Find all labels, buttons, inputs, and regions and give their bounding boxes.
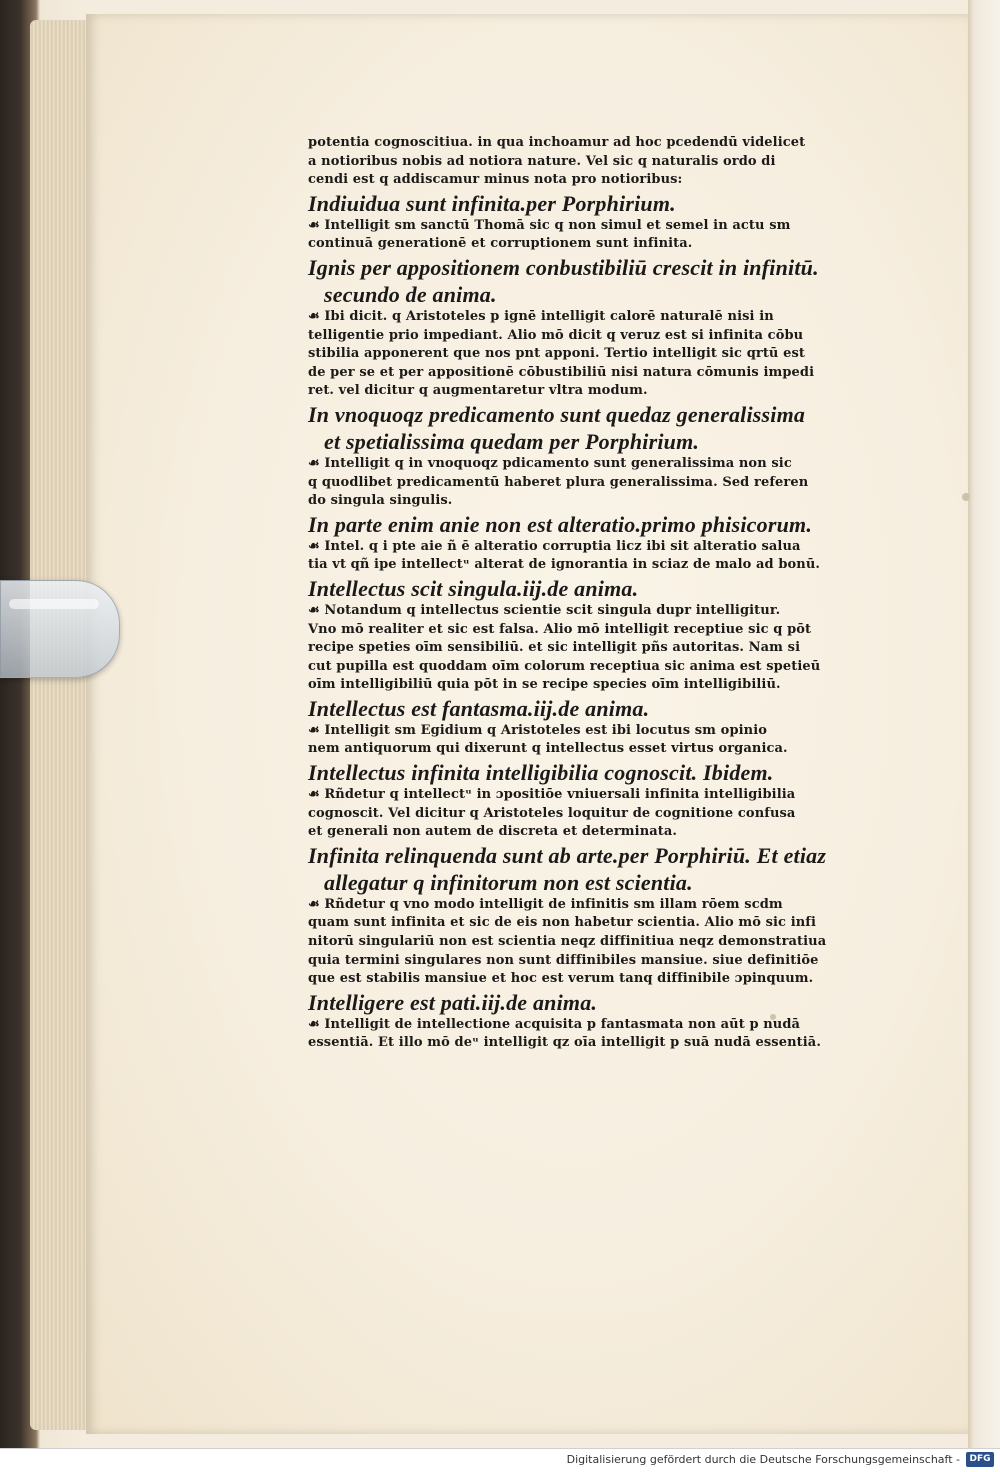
text-line: oīm intelligibiliū quia pōt in se recipe species oīm intelligibiliū.	[308, 677, 781, 693]
text-line: a notioribus nobis ad notiora nature. Vel sic q naturalis ordo di	[308, 153, 776, 169]
text-line: nitorū singulariū non est scientia neqz diffinitiua neqz demonstratiua	[308, 934, 827, 950]
heading-line: secundo de anima.	[324, 281, 497, 307]
text-line: Vno mō realiter et sic est falsa. Alio mō intelligit receptiue sic q pōt	[308, 621, 812, 637]
page-edges	[30, 20, 92, 1430]
text-line: recipe speties oīm sensibiliū. et sic intelligit pñs autoritas. Nam si	[308, 640, 801, 656]
text-line: stibilia apponerent que nos pnt apponi. Tertio intelligit sic qrtū est	[308, 346, 806, 362]
text-line: continuā generationē et corruptionem sunt infinita.	[308, 236, 693, 252]
text-line: ☙ Rñdetur q vno modo intelligit de infinitis sm illam rōem scdm	[308, 896, 783, 912]
heading-line: Intelligere est pati.iij.de anima.	[308, 989, 598, 1015]
facing-page-edge	[968, 0, 1000, 1448]
text-line: essentiā. Et illo mō deᵘ intelligit qz oīa intelligit p suā nudā essentiā.	[308, 1035, 821, 1051]
heading-line: Intellectus scit singula.iij.de anima.	[308, 575, 639, 601]
text-line: ☙ Intelligit q in vnoquoqz pdicamento sunt generalissima non sic	[308, 455, 792, 471]
heading-line: Intellectus infinita intelligibilia cognoscit. Ibidem.	[308, 760, 774, 786]
text-line: ☙ Intelligit sm Egidium q Aristoteles est ibi locutus sm opinio	[308, 722, 768, 738]
text-line: et generali non autem de discreta et determinata.	[308, 824, 678, 840]
text-line: tia vt qñ ipe intellectᵘ alterat de ignorantia in sciaz de malo ad bonū.	[308, 557, 821, 573]
paper-hole	[962, 493, 970, 501]
footer-credit: Digitalisierung gefördert durch die Deutsche Forschungsgemeinschaft -	[566, 1453, 960, 1466]
heading-line: allegatur q infinitorum non est scientia.	[324, 869, 693, 895]
text-line: de per se et per appositionē cōbustibiliū nisi natura cōmunis impedi	[308, 364, 815, 380]
heading-line: et spetialissima quedam per Porphirium.	[324, 428, 700, 454]
footer-bar	[0, 1448, 1000, 1472]
heading-line: Ignis per appositionem conbustibiliū crescit in infinitū.	[308, 254, 819, 280]
heading-line: Indiuidua sunt infinita.per Porphirium.	[308, 190, 676, 216]
text-line: cut pupilla est quoddam oīm colorum receptiua sic anima est spetieū	[308, 658, 821, 674]
heading-line: In vnoquoqz predicamento sunt quedaz generalissima	[308, 401, 806, 427]
text-line: quia termini singulares non sunt diffinibiles mansiue. siue definitiōe	[308, 952, 819, 968]
text-line: nem antiquorum qui dixerunt q intellectus esset virtus organica.	[308, 741, 788, 757]
text-line: cognoscit. Vel dicitur q Aristoteles loquitur de cognitione confusa	[308, 805, 796, 821]
text-line: telligentie prio impediant. Alio mō dicit q veruz est si infinita cōbu	[308, 327, 804, 343]
page-text	[308, 134, 916, 1053]
text-line: ☙ Intelligit sm sanctū Thomā sic q non simul et semel in actu sm	[308, 217, 791, 233]
text-line: do singula singulis.	[308, 493, 453, 509]
dfg-logo: DFG	[966, 1452, 994, 1467]
text-line: potentia cognoscitiua. in qua inchoamur ad hoc pcedendū videlicet	[308, 135, 806, 150]
text-line: ☙ Notandum q intellectus scientie scit singula dupr intelligitur.	[308, 602, 781, 618]
text-line: q quodlibet predicamentū haberet plura generalissima. Sed referen	[308, 474, 809, 490]
text-line: ret. vel dicitur q augmentaretur vltra modum.	[308, 383, 648, 399]
text-line: ☙ Rñdetur q intellectᵘ in ɔpositiōe vniuersali infinita intelligibilia	[308, 787, 796, 803]
heading-line: Infinita relinquenda sunt ab arte.per Porphiriū. Et etiaz	[308, 842, 827, 868]
text-line: cendi est q addiscamur minus nota pro notioribus:	[308, 172, 683, 188]
heading-line: In parte enim anie non est alteratio.primo phisicorum.	[308, 511, 813, 537]
text-line: ☙ Ibi dicit. q Aristoteles p ignē intelligit calorē naturalē nisi in	[308, 308, 774, 324]
page-clip	[0, 580, 120, 678]
text-line: ☙ Intelligit de intellectione acquisita p fantasmata non aūt p nudā	[308, 1016, 801, 1032]
heading-line: Intellectus est fantasma.iij.de anima.	[308, 695, 650, 721]
text-line: ☙ Intel. q i pte aie ñ ē alteratio corruptia licz ibi sit alteratio salua	[308, 538, 801, 554]
text-line: que est stabilis mansiue et hoc est verum tanq diffinibile ɔpinquum.	[308, 971, 814, 987]
text-line: quam sunt infinita et sic de eis non habetur scientia. Alio mō sic infi	[308, 915, 817, 931]
